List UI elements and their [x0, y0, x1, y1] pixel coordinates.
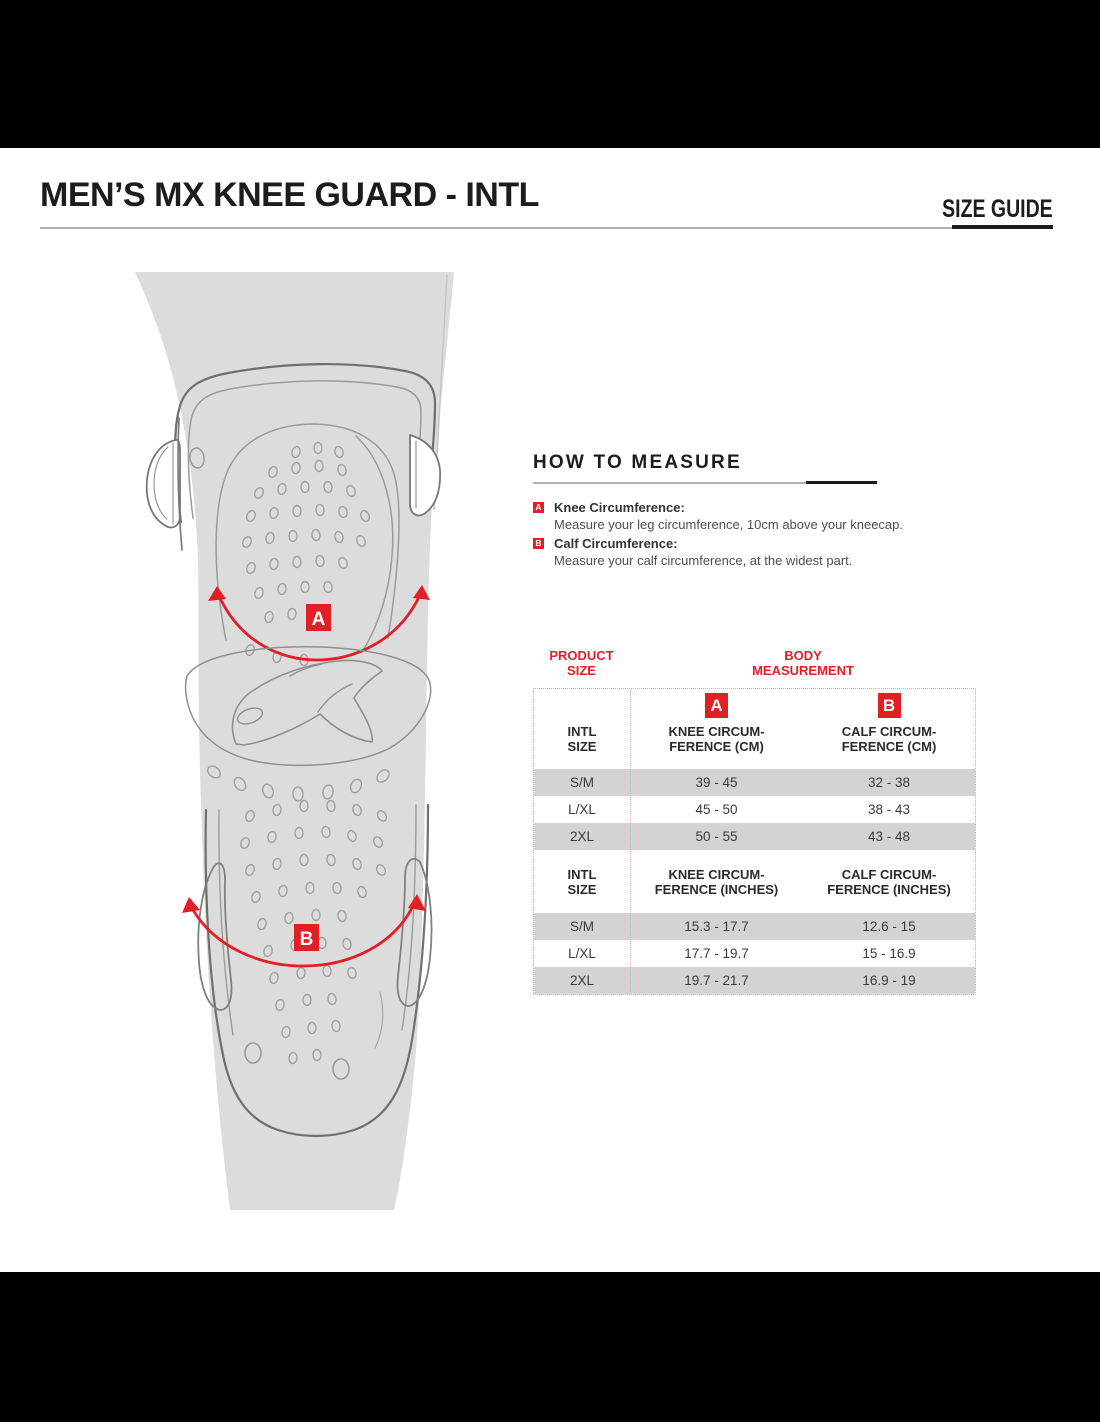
arc-b-arrow-left [182, 897, 200, 913]
header-cell-calf-cm: B CALF CIRCUM- FERENCE (CM) [803, 689, 975, 769]
measure-item-label: Knee Circumference: [554, 500, 685, 515]
header-cell-intl-size: INTL SIZE [567, 724, 597, 754]
cell-size: 2XL [569, 829, 595, 844]
table-row [534, 769, 975, 796]
table-header-inches [534, 850, 975, 913]
cell-calf: 15 - 16.9 [862, 946, 916, 961]
table-header-cm [534, 689, 975, 769]
table-column-divider [630, 689, 631, 994]
title-divider [40, 227, 1053, 229]
marker-b-badge [294, 924, 319, 951]
cell-knee: 19.7 - 21.7 [684, 973, 749, 988]
cell-calf: 43 - 48 [867, 829, 911, 844]
table-row [534, 940, 975, 967]
cell-size: 2XL [569, 973, 595, 988]
cell-size: L/XL [568, 802, 596, 817]
cell-knee: 50 - 55 [695, 829, 738, 844]
measure-item-label: Calf Circumference: [554, 536, 678, 551]
header-cell-calf-inches: CALF CIRCUM- FERENCE (INCHES) [827, 866, 951, 897]
marker-a-letter: A [311, 609, 326, 630]
measure-item-description: Measure your leg circumference, 10cm above your kneecap. [554, 517, 904, 532]
letterbox-top [0, 0, 1100, 148]
table-marker-b-badge: B [878, 693, 901, 718]
table-marker-a-badge: A [705, 693, 728, 718]
size-guide-label: SIZE GUIDE [942, 195, 1053, 223]
marker-b-mini-badge: B [533, 538, 544, 549]
title-divider-accent [952, 225, 1053, 229]
hinge-knob-left [147, 440, 180, 528]
cell-calf: 38 - 43 [867, 802, 911, 817]
how-to-measure-divider-accent [806, 481, 877, 484]
cell-calf: 32 - 38 [867, 775, 911, 790]
header-cell-knee-inches: KNEE CIRCUM- FERENCE (INCHES) [654, 866, 779, 897]
cell-size: S/M [569, 775, 594, 790]
table-row [534, 967, 975, 994]
cell-knee: 45 - 50 [695, 802, 738, 817]
cell-knee: 39 - 45 [695, 775, 738, 790]
marker-b-letter: B [299, 929, 314, 950]
product-size-column-label: PRODUCT SIZE [549, 648, 614, 678]
header-cell-intl-size: INTL SIZE [567, 866, 597, 897]
cell-calf: 16.9 - 19 [862, 973, 916, 988]
table-row [534, 913, 975, 940]
knee-guard-diagram [118, 262, 468, 1222]
letterbox-bottom [0, 1272, 1100, 1422]
cell-knee: 17.7 - 19.7 [684, 946, 749, 961]
page-title: MEN’S MX KNEE GUARD - INTL [40, 176, 539, 214]
measure-item-calf [533, 536, 903, 569]
how-to-measure-heading: HOW TO MEASURE [533, 452, 742, 473]
size-table [533, 688, 976, 995]
table-row [534, 823, 975, 850]
cell-size: L/XL [568, 946, 596, 961]
cell-size: S/M [569, 919, 594, 934]
table-row [534, 796, 975, 823]
measure-item-knee [533, 500, 903, 533]
body-measurement-column-label: BODY MEASUREMENT [752, 648, 854, 678]
cell-knee: 15.3 - 17.7 [684, 919, 749, 934]
measure-item-description: Measure your calf circumference, at the widest part. [554, 553, 853, 568]
marker-a-mini-badge: A [533, 502, 544, 513]
marker-a-badge [306, 604, 331, 631]
cell-calf: 12.6 - 15 [862, 919, 916, 934]
header-cell-knee-cm: A KNEE CIRCUM- FERENCE (CM) [630, 689, 803, 769]
